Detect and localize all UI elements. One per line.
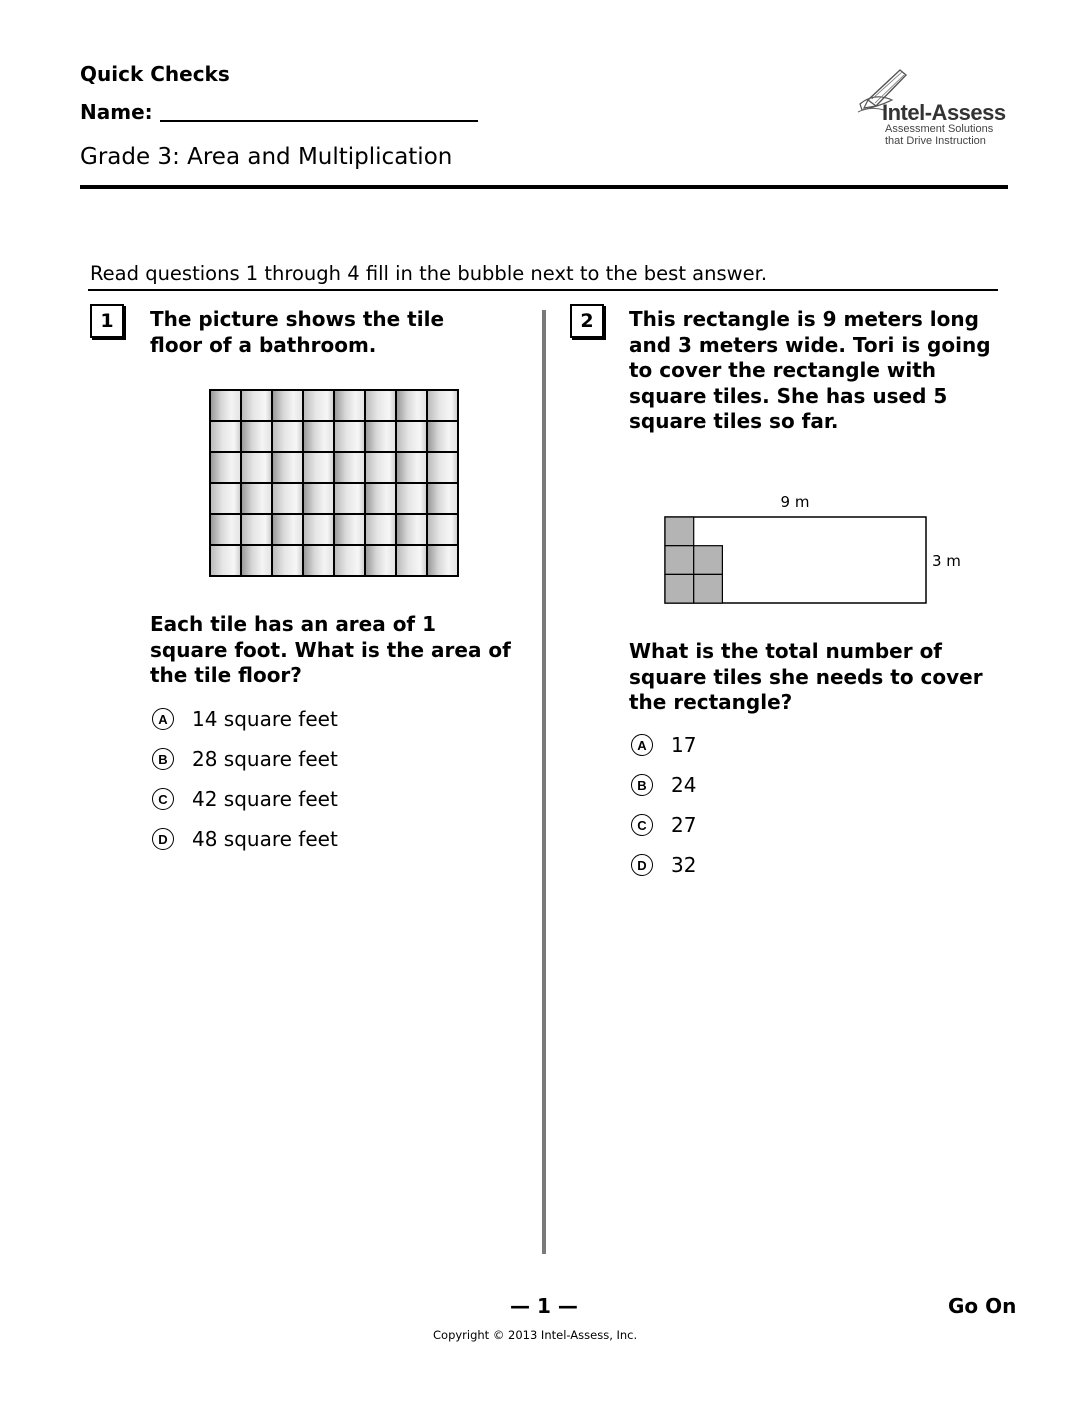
answer-bubble[interactable]: B — [631, 774, 653, 796]
floor-tile — [241, 421, 272, 452]
choice-text: 28 square feet — [192, 747, 338, 771]
header-rule — [80, 185, 1008, 189]
floor-tile — [303, 545, 334, 576]
name-field-line[interactable] — [160, 120, 478, 122]
floor-tile — [427, 390, 458, 421]
rectangle-figure — [650, 490, 970, 610]
floor-tile — [396, 390, 427, 421]
floor-tile — [427, 483, 458, 514]
question-2-choice-b[interactable] — [631, 773, 696, 797]
floor-tile — [303, 452, 334, 483]
intel-assess-logo — [852, 66, 1012, 148]
floor-tile — [396, 421, 427, 452]
go-on-label: Go On — [948, 1294, 1017, 1318]
used-tile — [694, 574, 723, 603]
page-number: — 1 — — [510, 1294, 578, 1318]
floor-tile — [210, 390, 241, 421]
question-1-prompt: The picture shows the tile floor of a bathroom. — [150, 307, 445, 357]
floor-tile — [334, 452, 365, 483]
floor-tile — [241, 514, 272, 545]
floor-tile — [272, 421, 303, 452]
floor-tile — [272, 452, 303, 483]
question-1-followup: Each tile has an area of 1 square foot. What is the area of the tile floor? — [150, 612, 511, 687]
floor-tile — [365, 452, 396, 483]
floor-tile — [303, 390, 334, 421]
floor-tile — [241, 452, 272, 483]
floor-tile — [427, 514, 458, 545]
used-tile — [665, 517, 694, 546]
floor-tile — [272, 483, 303, 514]
floor-tile — [210, 452, 241, 483]
question-2-prompt: This rectangle is 9 meters long and 3 meters wide. Tori is going to cover the rectangle with square tiles. She has used 5 square tiles so far. — [629, 307, 991, 433]
floor-tile — [365, 514, 396, 545]
name-label: Name: — [80, 100, 153, 124]
floor-tile — [365, 483, 396, 514]
floor-tile — [210, 545, 241, 576]
used-tile — [665, 546, 694, 575]
used-tile — [694, 546, 723, 575]
floor-tile — [365, 545, 396, 576]
choice-text: 48 square feet — [192, 827, 338, 851]
bathroom-tile-floor-figure — [209, 389, 459, 577]
answer-bubble[interactable]: A — [152, 708, 174, 730]
length-label: 9 m — [780, 493, 810, 511]
choice-text: 17 — [671, 733, 697, 757]
choice-text: 27 — [671, 813, 697, 837]
floor-tile — [365, 390, 396, 421]
question-2-choice-d[interactable] — [631, 853, 696, 877]
instructions: Read questions 1 through 4 fill in the bubble next to the best answer. — [90, 262, 768, 285]
instructions-rule — [88, 289, 998, 291]
floor-tile — [334, 483, 365, 514]
floor-tile — [303, 514, 334, 545]
choice-text: 42 square feet — [192, 787, 338, 811]
question-2-followup: What is the total number of square tiles she needs to cover the rectangle? — [629, 639, 983, 714]
question-1-number: 1 — [90, 304, 124, 338]
width-label: 3 m — [932, 552, 961, 570]
floor-tile — [303, 421, 334, 452]
floor-tile — [334, 421, 365, 452]
floor-tile — [396, 483, 427, 514]
question-2-choice-c[interactable] — [631, 813, 696, 837]
question-2-number: 2 — [570, 304, 604, 338]
answer-bubble[interactable]: B — [152, 748, 174, 770]
question-1-choice-b[interactable] — [152, 747, 338, 771]
floor-tile — [241, 545, 272, 576]
floor-tile — [396, 514, 427, 545]
floor-tile — [365, 421, 396, 452]
question-1-choice-c[interactable] — [152, 787, 338, 811]
answer-bubble[interactable]: C — [631, 814, 653, 836]
subject-title: Grade 3: Area and Multiplication — [80, 144, 453, 170]
floor-tile — [334, 390, 365, 421]
floor-tile — [272, 545, 303, 576]
floor-tile — [303, 483, 334, 514]
choice-text: 24 — [671, 773, 697, 797]
copyright: Copyright © 2013 Intel-Assess, Inc. — [433, 1328, 638, 1342]
question-2-choices — [631, 733, 696, 877]
answer-bubble[interactable]: A — [631, 734, 653, 756]
answer-bubble[interactable]: D — [152, 828, 174, 850]
floor-tile — [272, 390, 303, 421]
floor-tile — [396, 452, 427, 483]
floor-tile — [334, 514, 365, 545]
logo-tagline-2: that Drive Instruction — [885, 135, 986, 147]
used-tile — [665, 574, 694, 603]
floor-tile — [210, 514, 241, 545]
question-1-choice-a[interactable] — [152, 707, 338, 731]
logo-brand: Intel-Assess — [882, 100, 1006, 125]
column-divider — [542, 310, 546, 1254]
floor-tile — [272, 514, 303, 545]
choice-text: 32 — [671, 853, 697, 877]
floor-tile — [396, 545, 427, 576]
floor-tile — [241, 390, 272, 421]
floor-tile — [427, 545, 458, 576]
answer-bubble[interactable]: C — [152, 788, 174, 810]
worksheet-title: Quick Checks — [80, 62, 230, 86]
question-1-choices — [152, 707, 338, 851]
choice-text: 14 square feet — [192, 707, 338, 731]
floor-tile — [241, 483, 272, 514]
floor-tile — [210, 421, 241, 452]
question-1-choice-d[interactable] — [152, 827, 338, 851]
question-2-choice-a[interactable] — [631, 733, 696, 757]
floor-tile — [210, 483, 241, 514]
logo-tagline-1: Assessment Solutions — [885, 123, 994, 135]
floor-tile — [427, 421, 458, 452]
answer-bubble[interactable]: D — [631, 854, 653, 876]
floor-tile — [427, 452, 458, 483]
floor-tile — [334, 545, 365, 576]
